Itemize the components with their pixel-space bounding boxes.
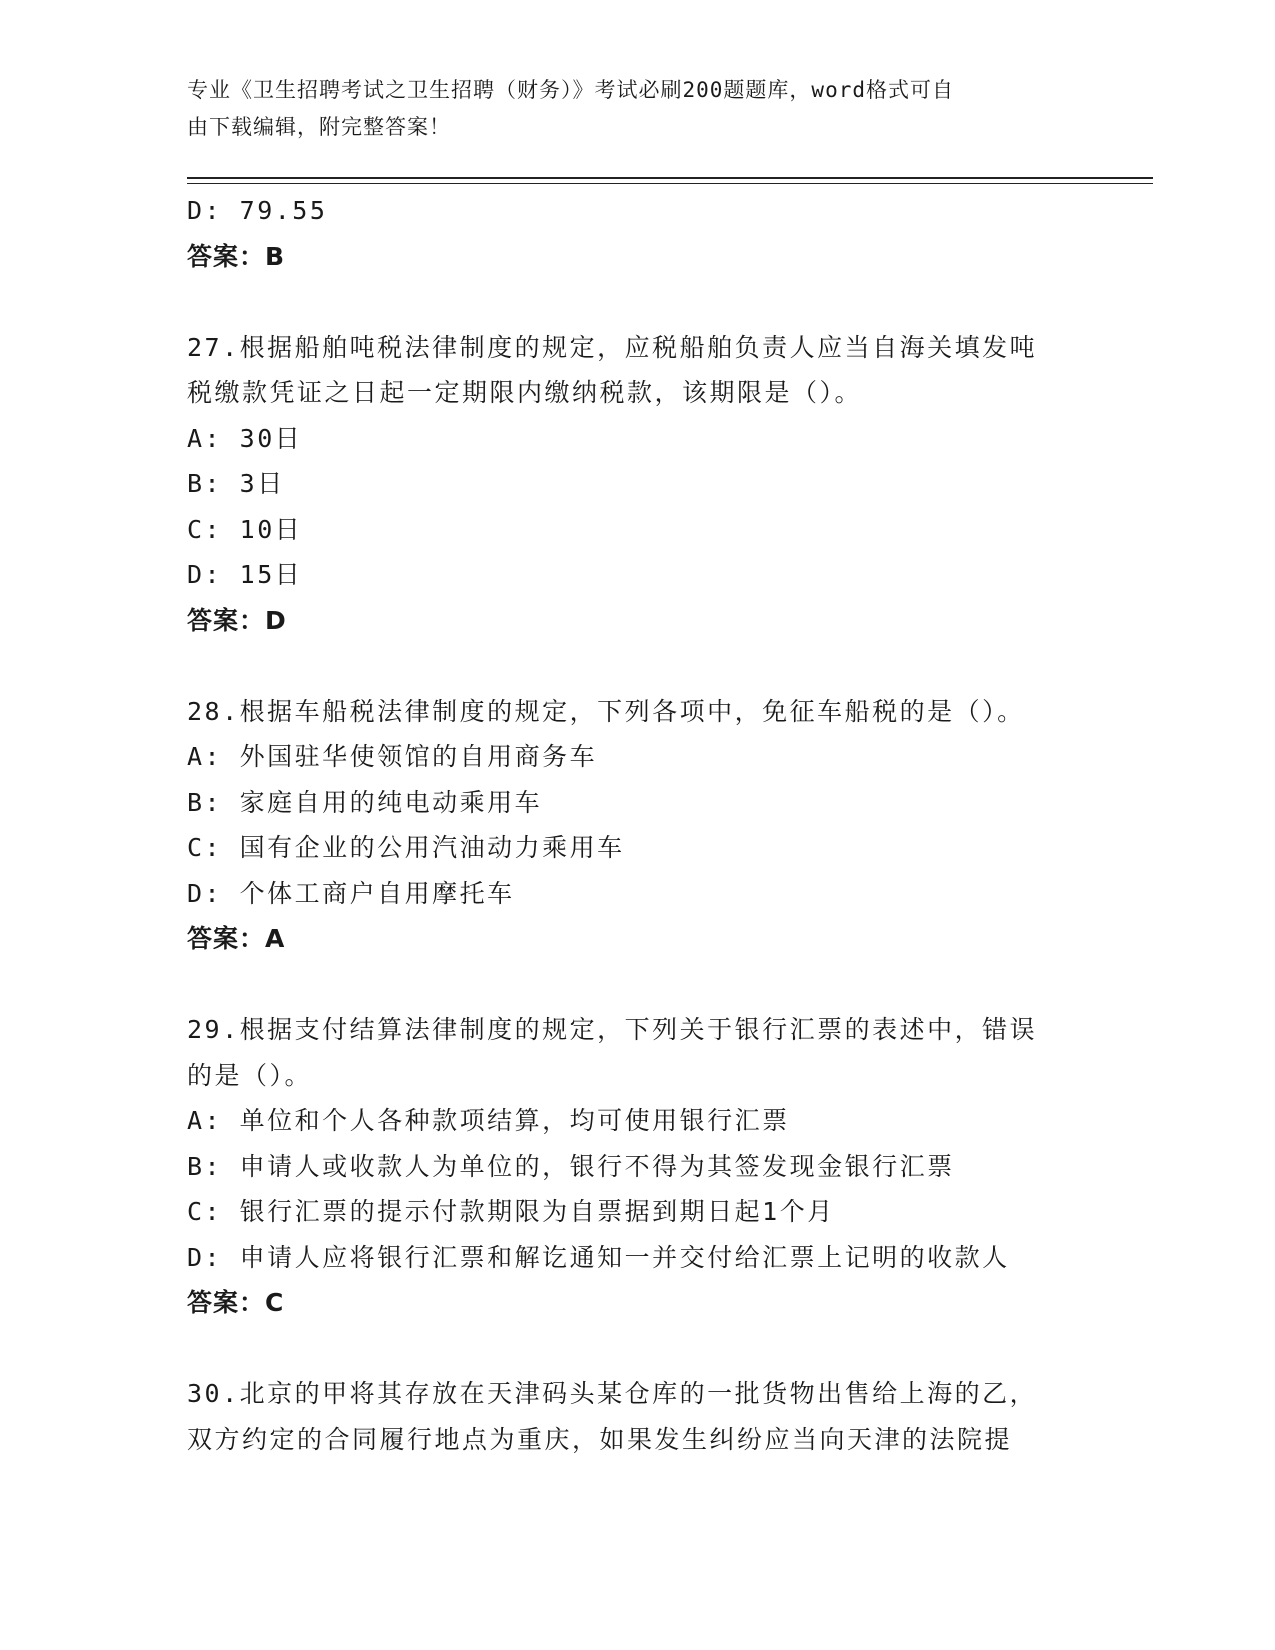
option-d: D: 15日	[187, 560, 303, 589]
header-line-2: 由下载编辑，附完整答案！	[187, 115, 451, 139]
question-30	[187, 1371, 1087, 1462]
question-stem-line: 双方约定的合同履行地点为重庆，如果发生纠纷应当向天津的法院提	[187, 1424, 1013, 1454]
question-stem-line: 28.根据车船税法律制度的规定，下列各项中，免征车船税的是（）。	[187, 696, 1025, 726]
answer: 答案：A	[187, 924, 286, 953]
question-stem-line: 30.北京的甲将其存放在天津码头某仓库的一批货物出售给上海的乙，	[187, 1379, 1038, 1408]
option-d: D: 申请人应将银行汇票和解讫通知一并交付给汇票上记明的收款人	[187, 1242, 1010, 1272]
document-body	[187, 188, 1087, 1462]
option-c: C: 银行汇票的提示付款期限为自票据到期日起1个月	[187, 1197, 835, 1226]
question-stem-line: 的是（）。	[187, 1060, 313, 1090]
question-stem-line: 税缴款凭证之日起一定期限内缴纳税款，该期限是（）。	[187, 378, 863, 407]
option-a: A: 30日	[187, 423, 303, 453]
option-d: D: 79.55	[187, 196, 328, 225]
option-c: C: 10日	[187, 514, 303, 544]
answer: 答案：D	[187, 605, 287, 635]
answer: 答案：B	[187, 241, 286, 271]
question-29	[187, 1007, 1087, 1326]
question-28	[187, 689, 1087, 963]
option-a: A: 单位和个人各种款项结算，均可使用银行汇票	[187, 1106, 790, 1135]
header-line-1: 专业《卫生招聘考试之卫生招聘（财务）》考试必刷200题题库，word格式可自	[187, 78, 954, 102]
question-stem-line: 27.根据船舶吨税法律制度的规定，应税船舶负责人应当自海关填发吨	[187, 332, 1038, 362]
document-header	[187, 72, 1067, 146]
option-d: D: 个体工商户自用摩托车	[187, 878, 515, 908]
option-b: B: 申请人或收款人为单位的，银行不得为其签发现金银行汇票	[187, 1151, 955, 1181]
answer: 答案：C	[187, 1288, 285, 1317]
option-b: B: 3日	[187, 469, 285, 498]
option-c: C: 国有企业的公用汽油动力乘用车	[187, 833, 625, 862]
option-b: B: 家庭自用的纯电动乘用车	[187, 787, 543, 817]
header-divider-thin	[187, 183, 1153, 184]
question-27	[187, 325, 1087, 644]
question-stem-line: 29.根据支付结算法律制度的规定，下列关于银行汇票的表述中，错误	[187, 1015, 1038, 1044]
option-a: A: 外国驻华使领馆的自用商务车	[187, 742, 598, 771]
header-divider-thick	[187, 177, 1153, 179]
